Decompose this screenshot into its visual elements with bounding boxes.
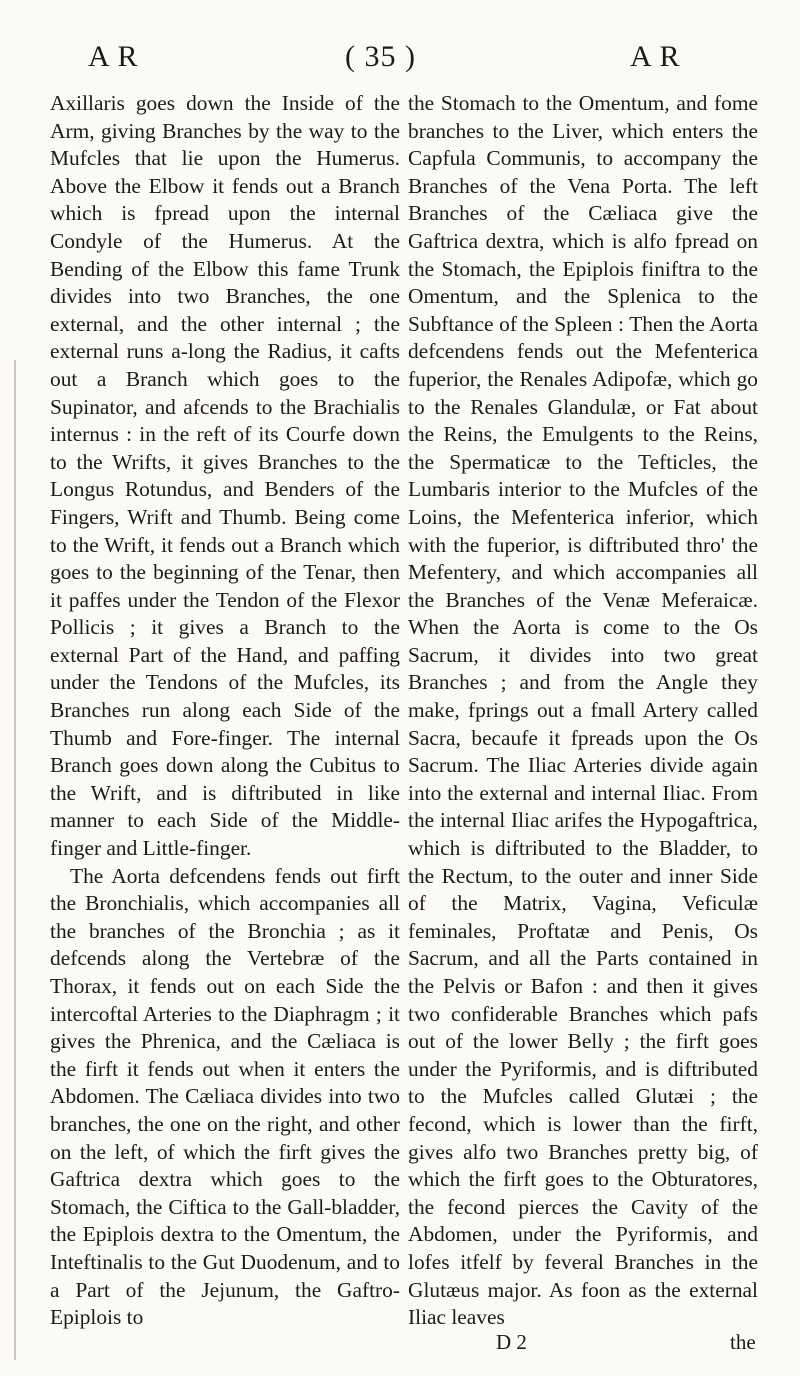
right-column <box>408 90 758 1332</box>
binding-edge <box>14 360 16 1360</box>
signature-mark: D 2 <box>496 1330 527 1354</box>
page-footer <box>436 1330 766 1360</box>
paragraph: the Stomach to the Omentum, and fome branches to the Liver, which enters the Capfula Communis, to accompany the Branches of the Vena Porta. The left Branches of the Cæliaca give the Gaftrica dextra, which is alfo fpread on the Stomach, the Epiplois finiftra to the Omentum, and the Splenica to the Subftance of the Spleen : Then the Aorta defcendens fends out the Mefenterica fuperior, the Renales Adipofæ, which go to the Renales Glandulæ, or Fat about the Reins, the Emulgents to the Reins, the Spermaticæ to the Tefticles, the Lumbaris interior to the Mufcles of the Loins, the Mefenterica inferior, which with the fuperior, is diftributed thro' the Mefentery, and which accompanies all the Branches of the Venæ Meferaicæ. When the Aorta is come to the Os Sacrum, it divides into two great Branches ; and from the Angle they make, fprings out a fmall Artery called Sacra, becaufe it fpreads upon the Os Sacrum. The Iliac Arteries divide again into the external and internal Iliac. From the internal Iliac arifes the Hypogaftrica, which is diftributed to the Bladder, to the Rectum, to the outer and inner Side of the Matrix, Vagina, Veficulæ feminales, Proftatæ and Penis, Os Sacrum, and all the Parts contained in the Pelvis or Bafon : and then it gives two confiderable Branches which pafs out of the lower Belly ; the firft goes under the Pyriformis, and is diftributed to the Mufcles called Glutæi ; the fecond, which is lower than the firft, gives alfo two Branches pretty big, of which the firft goes to the Obturatores, the fecond pierces the Cavity of the Abdomen, under the Pyriformis, and lofes itfelf by feveral Branches in the Glutæus major. As foon as the external Iliac leaves <box>408 91 758 1330</box>
page-number: ( 35 ) <box>345 40 416 73</box>
paragraph: Axillaris goes down the Inside of the Arm, giving Branches by the way to the Mufcles that lie upon the Humerus. Above the Elbow it fends out a Branch which is fpread upon the internal Condyle of the Humerus. At the Bending of the Elbow this fame Trunk divides into two Branches, the one external, and the other internal ; the external runs a-long the Radius, it cafts out a Branch which goes to the Supinator, and afcends to the Brachialis internus : in the reft of its Courfe down to the Wrifts, it gives Branches to the Longus Rotundus, and Benders of the Fingers, Wrift and Thumb. Being come to the Wrift, it fends out a Branch which goes to the beginning of the Tenar, then it paffes under the Tendon of the Flexor Pollicis ; it gives a Branch to the external Part of the Hand, and paffing under the Tendons of the Mufcles, its Branches run along each Side of the Thumb and Fore-finger. The internal Branch goes down along the Cubitus to the Wrift, and is diftributed in like manner to each Side of the Middle-finger and Little-finger. <box>50 91 400 861</box>
header-left: A R <box>88 40 139 73</box>
running-header <box>30 40 770 86</box>
paragraph: The Aorta defcendens fends out firft the Bronchialis, which accompanies all the branches of the Bronchia ; as it defcends along the Vertebræ of the Thorax, it fends out on each Side the intercoftal Arteries to the Diaphragm ; it gives the Phrenica, and the Cæliaca is the firft it fends out when it enters the Abdomen. The Cæliaca divides into two branches, the one on the right, and other on the left, of which the firft gives the Gaftrica dextra which goes to the Stomach, the Ciftica to the Gall-bladder, the Epiplois dextra to the Omentum, the Inteftinalis to the Gut Duodenum, and to a Part of the Jejunum, the Gaftro-Epiplois to <box>50 863 400 1330</box>
left-column <box>50 90 400 1332</box>
catchword: the <box>730 1330 756 1354</box>
header-right: A R <box>630 40 681 73</box>
